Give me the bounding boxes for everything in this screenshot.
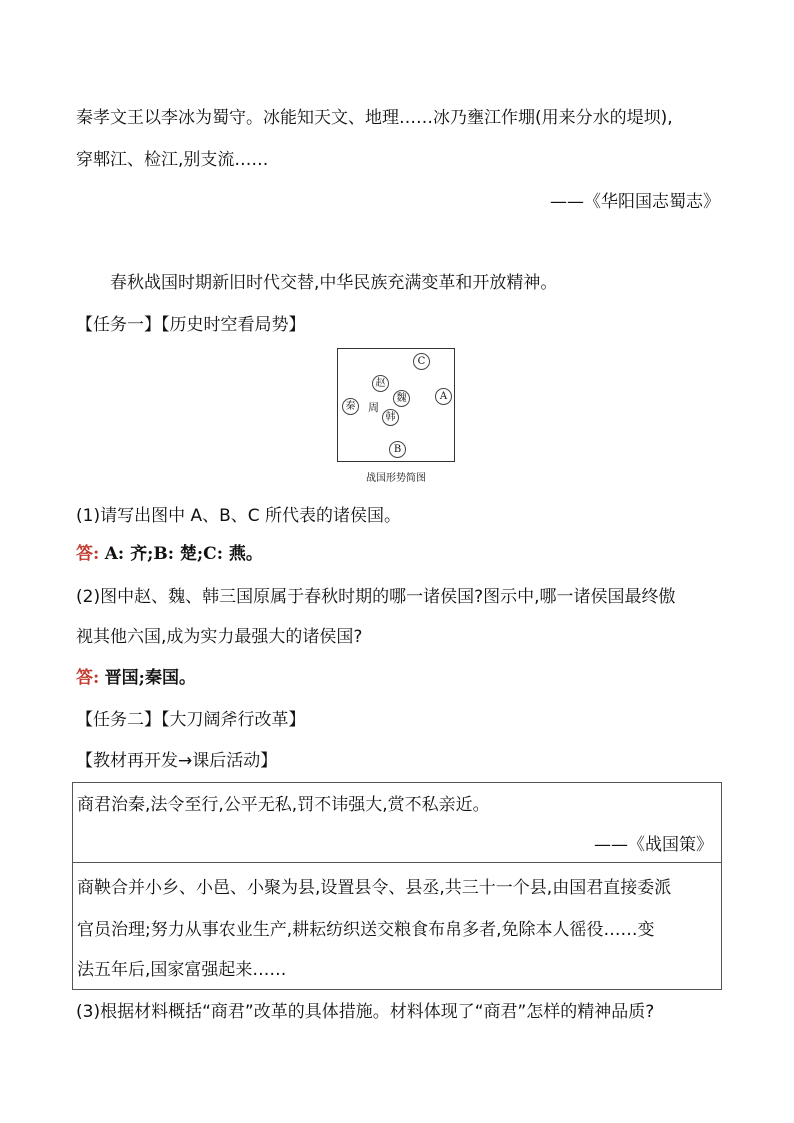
material-2-line3: 法五年后,国家富强起来…… <box>77 960 287 980</box>
quote1-source: ——《华阳国志蜀志》 <box>550 192 720 212</box>
material-1-text: 商君治秦,法令至行,公平无私,罚不讳强大,赏不私亲近。 <box>77 795 490 815</box>
intro-paragraph: 春秋战国时期新旧时代交替,中华民族充满变革和开放精神。 <box>110 273 558 293</box>
quote1-line2: 穿郫江、检江,别支流…… <box>76 150 269 170</box>
state-wei-marker: 魏 <box>393 390 410 407</box>
material-2-line1: 商鞅合并小乡、小邑、小聚为县,设置县令、县丞,共三十一个县,由国君直接委派 <box>77 878 672 898</box>
quote1-line1: 秦孝文王以李冰为蜀守。冰能知天文、地理……冰乃壅江作堋(用来分水的堤坝), <box>76 108 673 128</box>
question-1: (1)请写出图中 A、B、C 所代表的诸侯国。 <box>76 506 402 526</box>
state-b-marker: B <box>389 441 406 458</box>
answer-2-label: 答: <box>76 668 100 688</box>
material-2-line2: 官员治理;努力从事农业生产,耕耘纺织送交粮食布帛多者,免除本人徭役……变 <box>77 920 655 940</box>
material-divider <box>73 862 721 863</box>
answer-1-text: A: 齐;B: 楚;C: 燕。 <box>104 544 263 564</box>
warring-states-map <box>337 348 455 462</box>
question-2-line2: 视其他六国,成为实力最强大的诸侯国? <box>76 627 363 647</box>
answer-1 <box>76 544 263 564</box>
task2-subheading: 【教材再开发→课后活动】 <box>76 751 278 771</box>
state-zhao-marker: 赵 <box>372 375 389 392</box>
answer-1-label: 答: <box>76 544 100 564</box>
task2-heading: 【任务二】【大刀阔斧行改革】 <box>76 710 306 730</box>
material-1-source: ——《战国策》 <box>594 835 713 855</box>
task1-heading: 【任务一】【历史时空看局势】 <box>76 315 306 335</box>
answer-2 <box>76 668 196 688</box>
state-qin-marker: 秦 <box>342 398 359 415</box>
state-han-marker: 韩 <box>382 409 399 426</box>
question-2-line1: (2)图中赵、魏、韩三国原属于春秋时期的哪一诸侯国?图示中,哪一诸侯国最终傲 <box>76 587 676 607</box>
question-3: (3)根据材料概括“商君”改革的具体措施。材料体现了“商君”怎样的精神品质? <box>76 1002 655 1022</box>
zhou-label: 周 <box>368 401 379 414</box>
material-table <box>72 782 722 990</box>
state-a-marker: A <box>435 388 452 405</box>
answer-2-text: 晋国;秦国。 <box>104 668 196 688</box>
map-caption: 战国形势简图 <box>366 473 426 484</box>
state-c-marker: C <box>413 353 430 370</box>
